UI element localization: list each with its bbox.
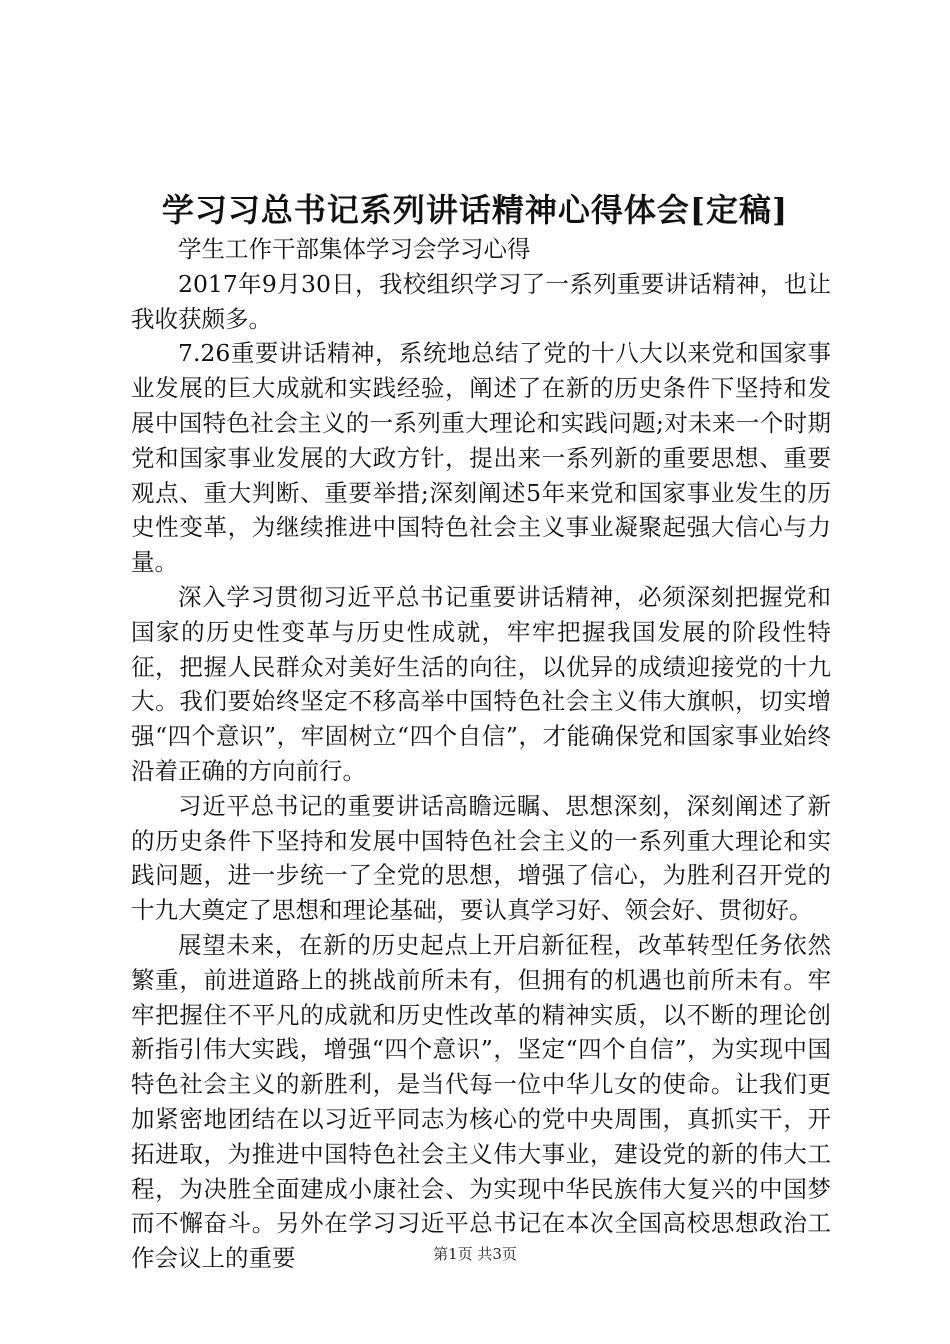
document-title: 学习习总书记系列讲话精神心得体会[定稿] xyxy=(161,191,789,229)
document-subtitle: 学生工作干部集体学习会学习心得 xyxy=(178,235,531,263)
paragraph-5: 展望未来，在新的历史起点上开启新征程，改革转型任务依然繁重，前进道路上的挑战前所未有，但拥有的机遇也前所未有。牢牢把握住不平凡的成就和历史性改革的精神实质，以不断的理论创新指引伟大实践，增强“四个意识”，坚定“四个自信”，为实现中国特色社会主义的新胜利，是当代每一位中华儿女的使命。让我们更加紧密地团结在以习近平同志为核心的党中央周围，真抓实干，开拓进取，为推进中国特色社会主义伟大事业，建设党的新的伟大工程，为决胜全面建成小康社会、为实现中华民族伟大复兴的中国梦而不懈奋斗。另外在学习习近平总书记在本次全国高校思想政治工作会议上的重要 xyxy=(131,930,831,1273)
paragraph-4: 习近平总书记的重要讲话高瞻远瞩、思想深刻，深刻阐述了新的历史条件下坚持和发展中国特色社会主义的一系列重大理论和实践问题，进一步统一了全党的思想，增强了信心，为胜利召开党的十九大奠定了思想和理论基础，要认真学习好、领会好、贯彻好。 xyxy=(131,791,831,925)
paragraph-1: 2017年9月30日，我校组织学习了一系列重要讲话精神，也让我收获颇多。 xyxy=(131,269,831,333)
page-footer: 第1页 共3页 xyxy=(433,1245,517,1263)
paragraph-2: 7.26重要讲话精神，系统地总结了党的十八大以来党和国家事业发展的巨大成就和实践经验，阐述了在新的历史条件下坚持和发展中国特色社会主义的一系列重大理论和实践问题;对未来一个时期党和国家事业发展的大政方针，提出来一系列新的重要思想、重要观点、重大判断、重要举措;深刻阐述5年来党和国家事业发生的历史性变革，为继续推进中国特色社会主义事业凝聚起强大信心与力量。 xyxy=(131,339,831,577)
document-body xyxy=(131,232,831,1276)
paragraph-3: 深入学习贯彻习近平总书记重要讲话精神，必须深刻把握党和国家的历史性变革与历史性成就，牢牢把握我国发展的阶段性特征，把握人民群众对美好生活的向往，以优异的成绩迎接党的十九大。我们要始终坚定不移高举中国特色社会主义伟大旗帜，切实增强“四个意识”，牢固树立“四个自信”，才能确保党和国家事业始终沿着正确的方向前行。 xyxy=(131,582,831,785)
